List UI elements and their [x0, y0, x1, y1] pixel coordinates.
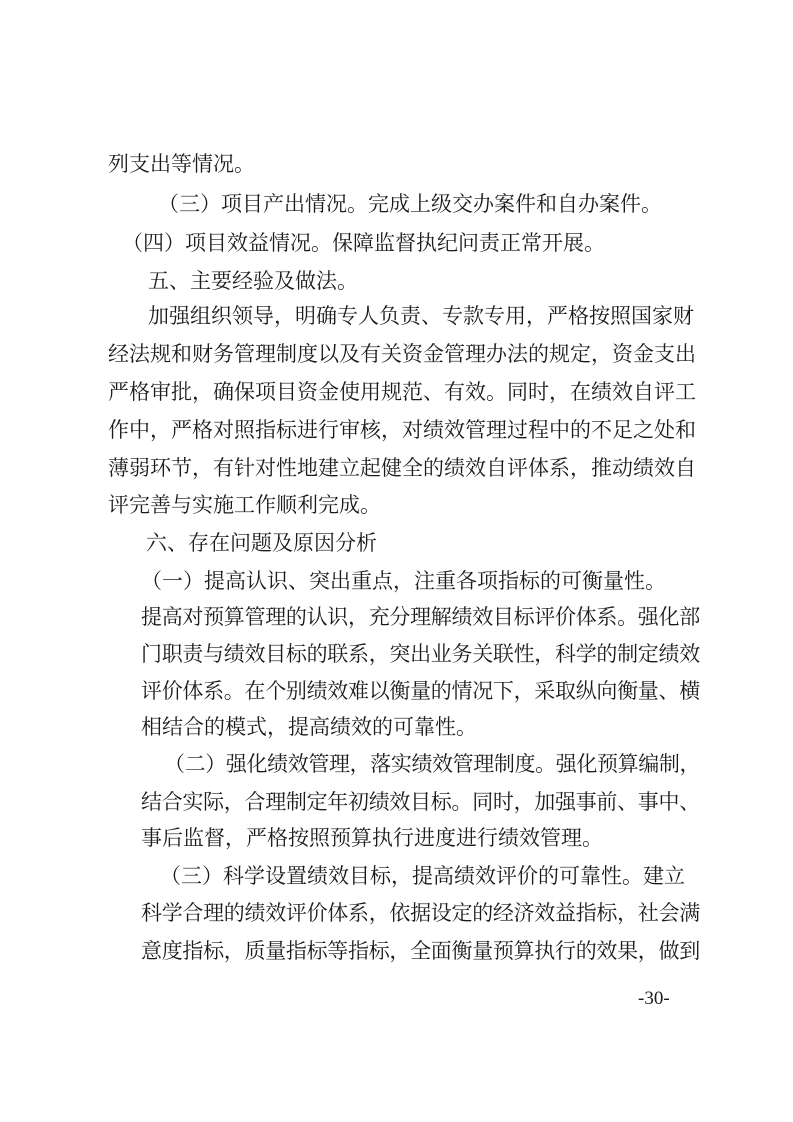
text-line: 作中，严格对照指标进行审核，对绩效管理过程中的不足之处和: [108, 418, 696, 442]
section-heading: 五、主要经验及做法。: [148, 269, 358, 293]
text-line: 列支出等情况。: [108, 152, 255, 176]
text-line: 评完善与实施工作顺利完成。: [108, 493, 381, 517]
text-line: 结合实际，合理制定年初绩效目标。同时，加强事前、事中、: [141, 790, 700, 814]
text-line: （三）科学设置绩效目标，提高绩效评价的可靠性。建立: [160, 864, 685, 888]
text-line: 意度指标，质量指标等指标，全面衡量预算执行的效果，做到: [141, 939, 700, 963]
text-line: （二）强化绩效管理，落实绩效管理制度。强化预算编制，: [164, 752, 701, 776]
text-line: （四）项目效益情况。保障监督执纪问责正常开展。: [122, 231, 605, 255]
text-line: 相结合的模式，提高绩效的可靠性。: [141, 715, 477, 739]
text-line: 提高对预算管理的认识，充分理解绩效目标评价体系。强化部: [141, 605, 700, 629]
page-number: -30-: [638, 988, 670, 1009]
text-line: 薄弱环节，有针对性地建立起健全的绩效自评体系，推动绩效自: [108, 456, 696, 480]
text-line: 门职责与绩效目标的联系，突出业务关联性，科学的制定绩效: [141, 642, 700, 666]
text-line: 加强组织领导，明确专人负责、专款专用，严格按照国家财: [148, 304, 694, 328]
text-line: 严格审批，确保项目资金使用规范、有效。同时，在绩效自评工: [108, 380, 696, 404]
section-heading: 六、存在问题及原因分析: [146, 531, 377, 555]
text-line: 评价体系。在个别绩效难以衡量的情况下，采取纵向衡量、横: [141, 679, 700, 703]
text-line: 经法规和财务管理制度以及有关资金管理办法的规定，资金支出: [108, 342, 696, 366]
text-line: 科学合理的绩效评价体系，依据设定的经济效益指标，社会满: [141, 901, 700, 925]
text-line: （一）提高认识、突出重点，注重各项指标的可衡量性。: [141, 569, 666, 593]
text-line: 事后监督，严格按照预算执行进度进行绩效管理。: [141, 826, 603, 850]
text-line: （三）项目产出情况。完成上级交办案件和自办案件。: [158, 192, 662, 216]
